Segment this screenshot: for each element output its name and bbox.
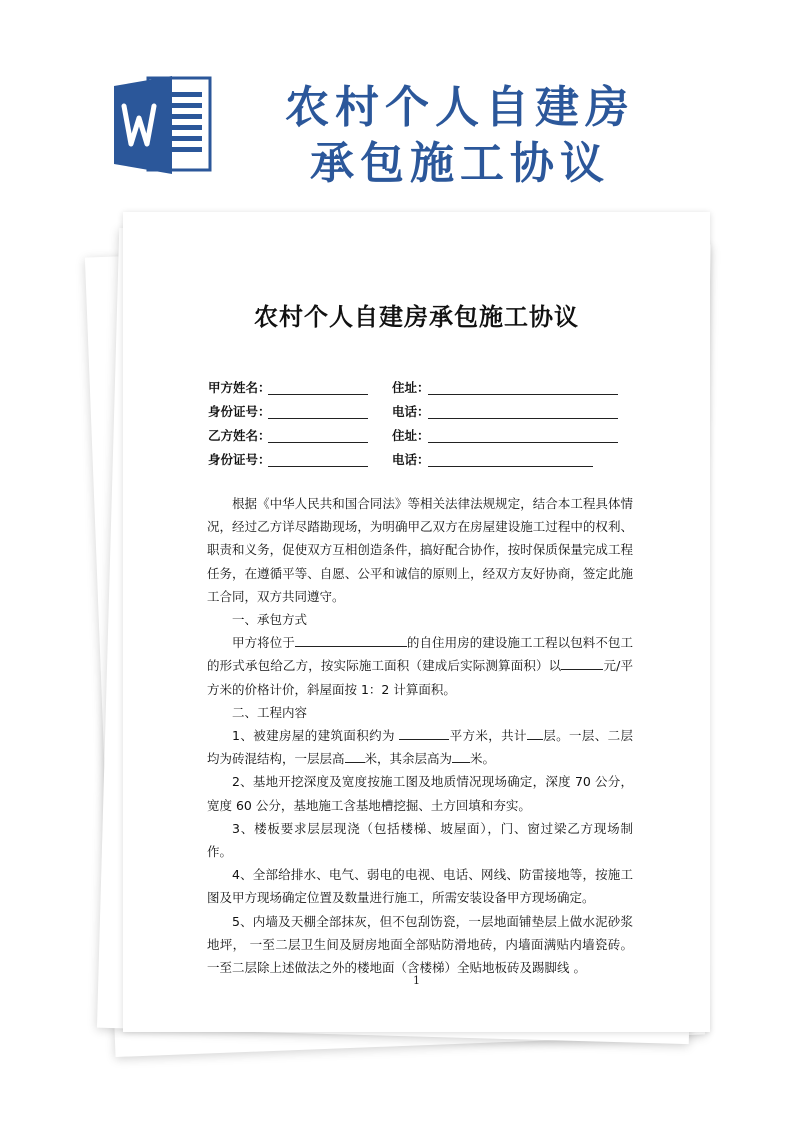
item1-text-b: 平方米，共计 (449, 728, 527, 744)
item1-text-d: 米，其余层高为 (364, 751, 453, 767)
section1-text-a: 甲方将位于 (232, 635, 295, 651)
location-blank[interactable] (295, 633, 407, 647)
party-b-name-row (208, 426, 658, 446)
first-floor-height-blank[interactable] (345, 749, 365, 763)
party-a-name-row (208, 378, 658, 398)
item1-text-a: 1、被建房屋的建筑面积约为 (232, 728, 395, 744)
item-1 (207, 724, 633, 770)
area-blank[interactable] (399, 726, 449, 740)
field-label: 住址： (392, 428, 430, 443)
section-heading: 二、工程内容 (232, 704, 308, 720)
intro-paragraph: 根据《中华人民共和国合同法》等相关法律法规规定，结合本工程具体情况，经过乙方详尽踏勘现场，为明确甲乙双方在房屋建设施工过程中的权利、职责和义务，促使双方互相创造条件，搞好配合协作，按时保质保量完成工程任务，在遵循平等、自愿、公平和诚信的原则上，经双方友好协商，签定此施工合同，双方共同遵守。 (207, 496, 633, 604)
field-label: 电话： (392, 452, 430, 467)
header-title-line2: 承包施工协议 (310, 138, 610, 189)
party-b-phone-field[interactable] (428, 466, 593, 467)
field-label: 身份证号： (208, 452, 271, 467)
party-a-address-field[interactable] (428, 394, 618, 395)
party-b-id-row (208, 450, 658, 470)
section1-text-c: 元/平方米的价格计价，斜屋面按 1：2 计算面积。 (207, 658, 633, 697)
header-banner (0, 0, 800, 200)
item-5: 5、内墙及天棚全部抹灰，但不包刮饬瓷，一层地面铺垫层上做水泥砂浆地坪， 一至二层卫生间及厨房地面全部贴防滑地砖，内墙面满贴内墙瓷砖。一至二层除上述做法之外的楼地面（含楼梯）全贴地板砖及踢脚线 。 (207, 913, 633, 976)
party-a-id-row (208, 402, 658, 422)
price-blank[interactable] (561, 656, 603, 670)
document-title: 农村个人自建房承包施工协议 (254, 303, 579, 331)
section-heading: 一、承包方式 (232, 612, 308, 628)
document-page (123, 212, 710, 1032)
page-number: 1 (413, 974, 420, 987)
party-b-name-field[interactable] (268, 442, 368, 443)
party-b-id-field[interactable] (268, 466, 368, 467)
item1-text-c: 层。一层、二层均为砖混结构，一层层高 (207, 728, 633, 767)
item1-text-e: 米。 (470, 751, 496, 767)
header-title (250, 80, 670, 192)
item-3: 3、楼板要求层层现浇（包括楼梯、坡屋面），门、窗过梁乙方现场制作。 (207, 820, 633, 860)
field-label: 甲方姓名： (208, 380, 271, 395)
item-2: 2、基地开挖深度及宽度按施工图及地质情况现场确定，深度 70 公分，宽度 60 公分，基地施工含基地槽挖掘、土方回填和夯实。 (207, 774, 633, 813)
item-4: 4、全部给排水、电气、弱电的电视、电话、网线、防雷接地等，按施工图及甲方现场确定位置及数量进行施工，所需安装设备甲方现场确定。 (207, 867, 633, 906)
party-b-address-field[interactable] (428, 442, 618, 443)
section1-text-b: 的自住用房的建设施工工程以包料不包工的形式承包给乙方，按实际施工面积（建成后实际测算面积）以 (207, 635, 633, 674)
field-label: 电话： (392, 404, 430, 419)
party-a-phone-field[interactable] (428, 418, 618, 419)
section1-paragraph (207, 631, 633, 701)
field-label: 乙方姓名： (208, 428, 271, 443)
contract-body (207, 492, 633, 979)
header-title-line1: 农村个人自建房 (285, 82, 635, 133)
word-document-icon (110, 70, 220, 180)
other-floor-height-blank[interactable] (452, 749, 470, 763)
field-label: 住址： (392, 380, 430, 395)
party-a-name-field[interactable] (268, 394, 368, 395)
field-label: 身份证号： (208, 404, 271, 419)
party-a-id-field[interactable] (268, 418, 368, 419)
floors-blank[interactable] (527, 726, 543, 740)
